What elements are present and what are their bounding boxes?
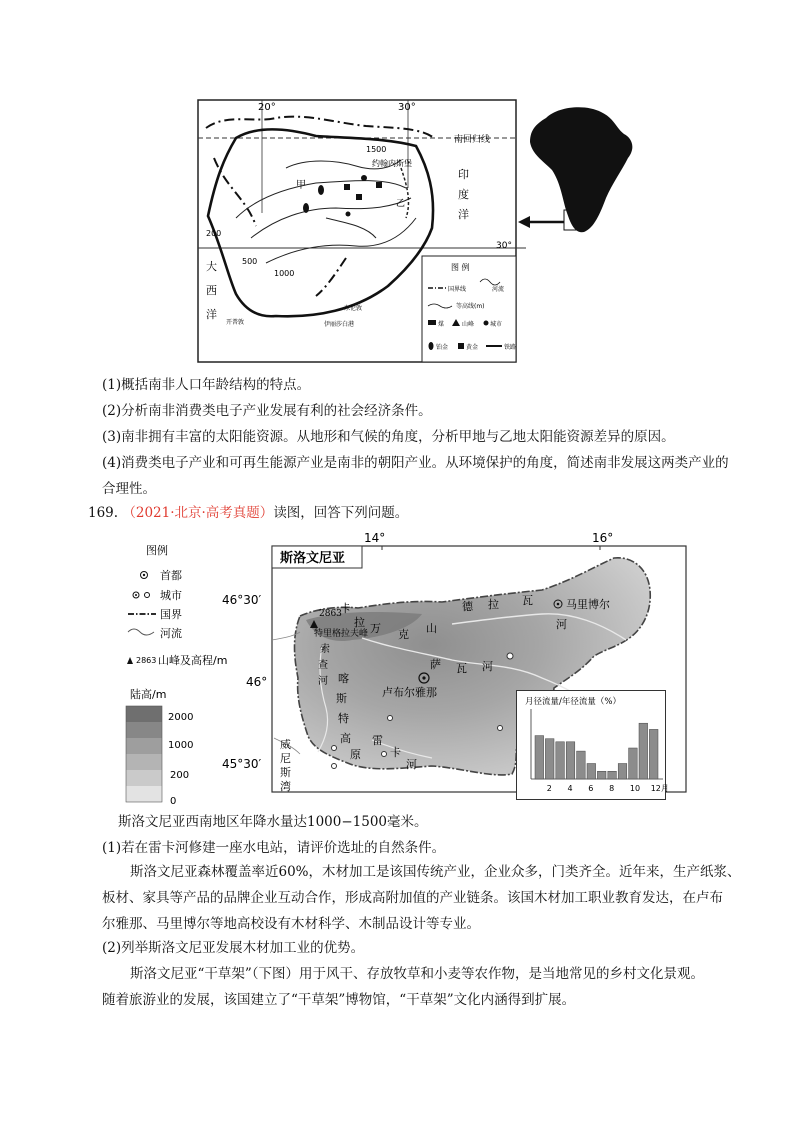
- ljubljana-label: 卢布尔雅那: [382, 686, 437, 699]
- lat-45-30: 45°30′: [222, 757, 262, 771]
- legend1-coal: 煤: [438, 321, 445, 328]
- contour-200: 200: [206, 229, 222, 238]
- krka-3: 河: [406, 758, 417, 771]
- elev-2000: 2000: [168, 712, 194, 723]
- chart-bar-month-1: [535, 736, 544, 779]
- chart-bar-month-6: [587, 764, 596, 780]
- legend2-capital: 首都: [160, 569, 182, 582]
- sava-1: 萨: [430, 658, 441, 671]
- chart-bar-month-9: [618, 764, 627, 780]
- drava-1: 德: [462, 600, 473, 613]
- soca-1: 索: [320, 644, 330, 655]
- mtn-4: 克: [398, 628, 409, 641]
- lat-30-label: 30°: [496, 241, 512, 251]
- karst-3: 特: [338, 712, 349, 725]
- mtn-2: 拉: [354, 616, 365, 629]
- pe-label: 伊丽莎白港: [324, 321, 355, 328]
- karst-4: 高: [340, 732, 351, 745]
- para-1-line-3: 尔雅那、马里博尔等地高校设有木材科学、木制品设计等专业。: [102, 916, 480, 932]
- drava-3: 瓦: [522, 594, 533, 607]
- chart-bar-month-4: [566, 742, 575, 779]
- legend1-title: 图 例: [451, 263, 470, 272]
- chart-bar-month-12: [649, 729, 658, 779]
- chart-x-tick-12月: 12月: [650, 784, 669, 793]
- place-jia: 甲: [296, 180, 306, 191]
- legend2-river: 河流: [160, 627, 182, 640]
- chart-bar-month-7: [597, 771, 606, 779]
- contour-1500: 1500: [366, 145, 387, 154]
- elev-0: 0: [170, 796, 177, 807]
- legend2-peak-value: 2863: [136, 656, 157, 665]
- johannesburg-label: 约翰内斯堡: [372, 159, 412, 168]
- lon-16: 16°: [592, 531, 614, 545]
- question-2-2: (2)列举斯洛文尼亚发展木材加工业的优势。: [102, 940, 365, 956]
- krka-2: 卡: [390, 746, 401, 759]
- place-yi: 乙: [396, 199, 406, 209]
- krka-1: 雷: [372, 734, 383, 747]
- east-london-label: 东伦敦: [344, 305, 363, 312]
- legend1-river: 河流: [492, 286, 505, 293]
- legend1-contour: 等高线(m): [456, 303, 485, 310]
- legend1-peak: 山峰: [462, 321, 475, 328]
- question-1-3: (3)南非拥有丰富的太阳能资源。从地形和气候的角度，分析甲地与乙地太阳能资源差异的原因。: [102, 429, 675, 445]
- peak-num: 2863: [319, 609, 342, 619]
- para-1-line-2: 板材、家具等产品的品牌企业互动合作，形成高附加值的产业链条。该国木材加工职业教育发达，在卢布: [102, 890, 723, 906]
- elev-1000: 1000: [168, 740, 194, 751]
- lat-46-30: 46°30′: [222, 593, 262, 607]
- maribor-label: 马里博尔: [566, 598, 610, 611]
- question-2-1: (1)若在雷卡河修建一座水电站，请评价选址的自然条件。: [102, 840, 446, 856]
- chart-bar-month-10: [629, 748, 638, 779]
- legend1-platinum: 铂金: [436, 344, 449, 351]
- legend2-elev-title: 陆高/m: [130, 688, 167, 701]
- bay-1: 威: [280, 738, 291, 751]
- south-africa-map: [196, 98, 636, 366]
- indian-3: 洋: [458, 208, 469, 221]
- question-169-prompt: 读图，回答下列问题。: [273, 505, 409, 521]
- para-2-line-1: 斯洛文尼亚“干草架”（下图）用于风干、存放牧草和小麦等农作物，是当地常见的乡村文化景观。: [130, 966, 705, 982]
- contour-1000: 1000: [274, 269, 295, 278]
- drava-4: 河: [556, 618, 567, 631]
- chart-x-tick-6: 6: [588, 784, 594, 793]
- chart-bars: [535, 723, 658, 779]
- runoff-chart-svg: [517, 691, 669, 799]
- south-africa-map-svg: [196, 98, 636, 366]
- atlantic-2: 西: [206, 284, 217, 297]
- peak-name: 特里格拉夫峰: [314, 629, 369, 639]
- question-1-1: (1)概括南非人口年龄结构的特点。: [102, 377, 311, 393]
- runoff-chart: [516, 690, 669, 800]
- question-169-header: [88, 503, 408, 523]
- legend2-border: 国界: [160, 608, 182, 621]
- chart-bar-month-11: [639, 723, 648, 779]
- karst-2: 斯: [336, 692, 347, 705]
- chart-x-ticks: [547, 784, 669, 793]
- indian-1: 印: [458, 168, 469, 181]
- bay-4: 湾: [280, 780, 291, 793]
- chart-x-tick-10: 10: [629, 784, 641, 793]
- sava-2: 瓦: [456, 662, 467, 675]
- lat-46: 46°: [246, 675, 268, 689]
- lon-14: 14°: [364, 531, 386, 545]
- legend1-rail: 铁路: [504, 344, 517, 351]
- lon-20: 20°: [258, 102, 276, 113]
- soca-2: 查: [318, 660, 328, 671]
- chart-bar-month-8: [608, 771, 617, 779]
- tropic-label: 南回归线: [454, 135, 491, 145]
- bay-3: 斯: [280, 766, 291, 779]
- question-169-number: 169.: [88, 505, 119, 521]
- legend2-city: 城市: [160, 589, 182, 602]
- legend1-border: 国界线: [448, 286, 467, 293]
- question-1-4-cont: 合理性。: [102, 481, 156, 497]
- lon-30: 30°: [398, 102, 416, 113]
- bay-2: 尼: [280, 752, 291, 765]
- atlantic-3: 洋: [206, 308, 217, 321]
- legend2-title: 图例: [146, 544, 168, 557]
- indian-2: 度: [458, 188, 469, 201]
- rain-note: 斯洛文尼亚西南地区年降水量达1000−1500毫米。: [118, 814, 428, 830]
- mtn-3: 万: [370, 622, 381, 635]
- para-1-line-1: 斯洛文尼亚森林覆盖率近60%，木材加工是该国传统产业，企业众多，门类齐全。近年来，生产纸浆、: [130, 864, 741, 880]
- question-1-2: (2)分析南非消费类电子产业发展有利的社会经济条件。: [102, 403, 432, 419]
- sava-3: 河: [482, 660, 493, 673]
- map2-title: 斯洛文尼亚: [280, 551, 346, 566]
- legend1-gold: 黄金: [466, 344, 479, 351]
- question-169-source: （2021·北京·高考真题）: [122, 505, 274, 521]
- para-2-line-2: 随着旅游业的发展，该国建立了“干草架”博物馆，“干草架”文化内涵得到扩展。: [102, 992, 576, 1008]
- drava-2: 拉: [488, 598, 499, 611]
- chart-bar-month-5: [577, 751, 586, 779]
- cape-town-label: 开普敦: [226, 319, 245, 326]
- chart-bar-month-2: [545, 739, 554, 779]
- chart-x-tick-2: 2: [546, 784, 552, 793]
- atlantic-1: 大: [206, 260, 217, 273]
- legend2-peak: 山峰及高程/m: [158, 654, 228, 667]
- elev-200: 200: [170, 770, 190, 781]
- chart-title: 月径流量/年径流量（%）: [525, 697, 621, 707]
- soca-3: 河: [318, 676, 328, 687]
- mtn-5: 山: [426, 622, 437, 635]
- mtn-1: 卡: [340, 602, 351, 615]
- karst-5: 原: [350, 748, 361, 761]
- contour-500: 500: [242, 257, 258, 266]
- question-1-4: (4)消费类电子产业和可再生能源产业是南非的朝阳产业。从环境保护的角度，简述南非发展这两类产业的: [102, 455, 729, 471]
- chart-x-tick-4: 4: [567, 784, 573, 793]
- chart-x-tick-8: 8: [609, 784, 615, 793]
- chart-bar-month-3: [556, 742, 565, 779]
- karst-1: 喀: [338, 672, 349, 685]
- legend1-city: 城市: [490, 321, 503, 328]
